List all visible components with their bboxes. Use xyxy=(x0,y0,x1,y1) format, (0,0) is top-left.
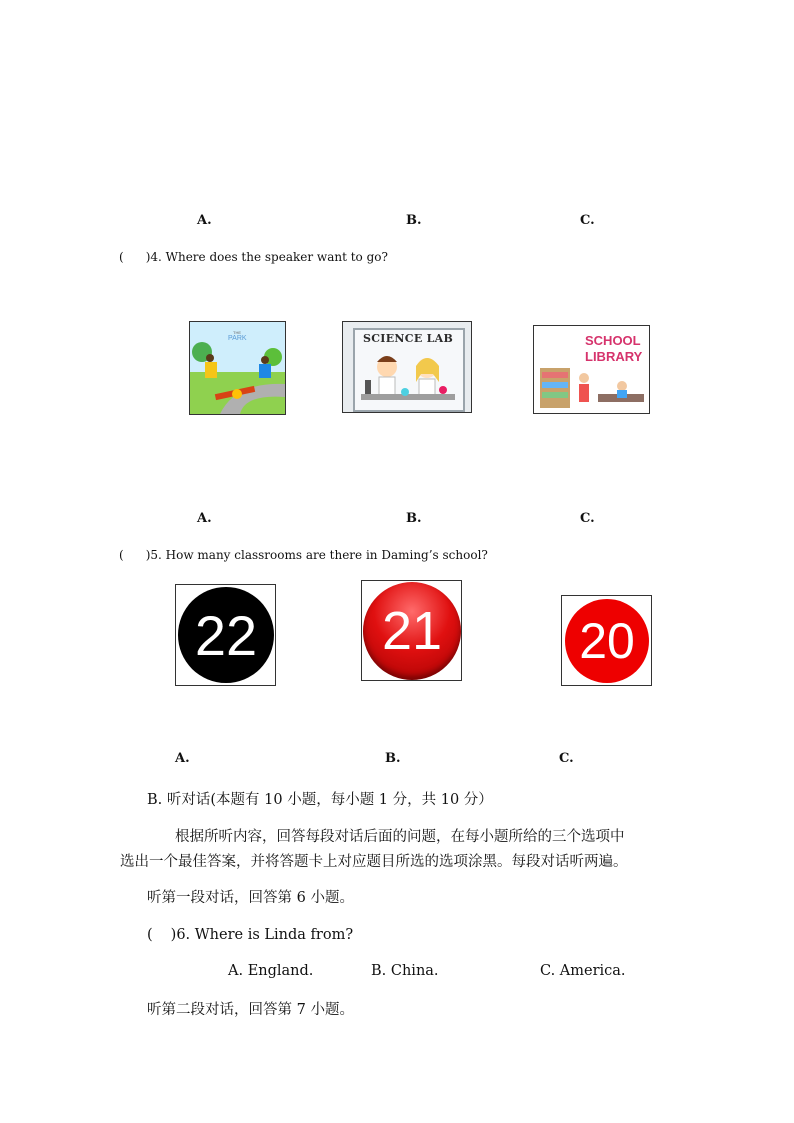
science-lab-image xyxy=(342,321,472,413)
library-caption-line1: SCHOOL xyxy=(585,333,641,348)
q4-option-b: B. xyxy=(406,511,422,526)
section-b-instruction-line2: 选出一个最佳答案，并将答题卡上对应题目所选的选项涂黑。每段对话听两遍。 xyxy=(120,854,628,870)
q6-option-b: B. China. xyxy=(371,963,439,979)
school-library-image xyxy=(533,325,650,414)
library-caption-line2: LIBRARY xyxy=(585,349,643,364)
q6-option-c: C. America. xyxy=(540,963,626,979)
q5-option-c: C. xyxy=(559,751,574,766)
number-21-image xyxy=(361,580,462,681)
q3-option-a: A. xyxy=(197,213,212,228)
park-image xyxy=(189,321,286,415)
number-22-image xyxy=(175,584,276,686)
dialog2-instruction: 听第二段对话，回答第 7 小题。 xyxy=(147,1002,354,1018)
q5-text: )5. How many classrooms are there in Daming’s school? xyxy=(145,548,488,562)
science-lab-caption: SCIENCE LAB xyxy=(363,332,454,345)
q5-paren: ( xyxy=(119,548,124,562)
number-21-badge: 21 xyxy=(363,582,461,680)
q4-question xyxy=(119,250,388,264)
q5-question xyxy=(119,548,488,562)
park-caption-small: THE xyxy=(233,330,241,335)
q6-option-a: A. England. xyxy=(228,963,314,979)
q3-option-b: B. xyxy=(406,213,422,228)
number-22-badge: 22 xyxy=(178,587,274,683)
q4-option-a: A. xyxy=(197,511,212,526)
q4-paren: ( xyxy=(119,250,124,264)
number-20-badge: 20 xyxy=(565,599,649,683)
section-b-title: B. 听对话(本题有 10 小题，每小题 1 分，共 10 分） xyxy=(147,792,493,808)
q5-option-b: B. xyxy=(385,751,401,766)
number-20-image xyxy=(561,595,652,686)
q6-paren: ( xyxy=(147,927,153,943)
q5-option-a: A. xyxy=(175,751,190,766)
q6-text: )6. Where is Linda from? xyxy=(170,927,354,943)
q3-option-c: C. xyxy=(580,213,595,228)
q4-text: )4. Where does the speaker want to go? xyxy=(145,250,388,264)
q6-question xyxy=(147,927,353,943)
section-b-instruction-line1: 根据所听内容，回答每段对话后面的问题，在每小题所给的三个选项中 xyxy=(175,829,625,845)
park-caption: PARK xyxy=(228,335,247,342)
q4-option-c: C. xyxy=(580,511,595,526)
dialog1-instruction: 听第一段对话，回答第 6 小题。 xyxy=(147,890,354,906)
